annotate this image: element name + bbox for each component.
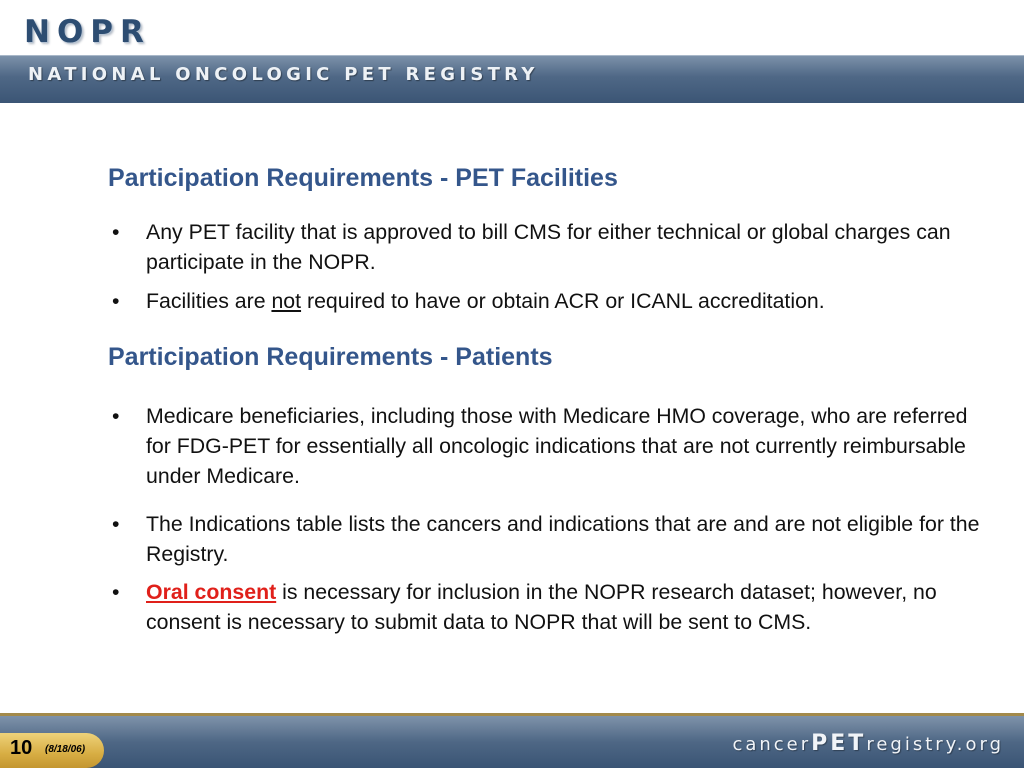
- bullet-dot: •: [112, 404, 120, 428]
- bullet-text: Medicare beneficiaries, including those with Medicare HMO coverage, who are referred for FDG-PET for essentially all oncologic indications that are not currently reimbursable under Medicare.: [146, 404, 968, 488]
- text-after: is necessary for inclusion in the NOPR research dataset; however, no consent is necessary to submit data to NOPR that will be sent to CMS.: [146, 580, 937, 634]
- oral-consent-emphasis: Oral consent: [146, 580, 277, 604]
- bullet-text: Any PET facility that is approved to bill CMS for either technical or global charges can participate in the NOPR.: [146, 220, 951, 274]
- page-date: (8/18/06): [45, 744, 86, 755]
- site-suffix: registry.org: [866, 734, 1004, 755]
- bullet-medicare-beneficiaries: [112, 401, 982, 491]
- site-url: [732, 731, 1004, 756]
- page-badge: [0, 733, 104, 768]
- bullet-text: [146, 577, 982, 637]
- section-heading-patients: Participation Requirements - Patients: [108, 343, 553, 371]
- bullet-facility-billing: [112, 217, 982, 277]
- banner-title: NATIONAL ONCOLOGIC PET REGISTRY: [28, 64, 539, 85]
- bullet-dot: •: [112, 220, 120, 244]
- header-banner: [0, 55, 1024, 103]
- bullet-accreditation: [112, 286, 982, 316]
- underlined-not: not: [271, 289, 302, 313]
- bullet-dot: •: [112, 289, 120, 313]
- bullet-dot: •: [112, 512, 120, 536]
- bullet-indications-table: [112, 509, 982, 569]
- text-before: Facilities are: [146, 289, 272, 313]
- section-heading-facilities: Participation Requirements - PET Facilities: [108, 164, 618, 192]
- bullet-dot: •: [112, 580, 120, 604]
- text-after: required to have or obtain ACR or ICANL accreditation.: [301, 289, 825, 313]
- bullet-oral-consent: [112, 577, 982, 637]
- page-number: 10: [10, 737, 33, 759]
- nopr-logo: NOPR: [24, 14, 151, 50]
- bullet-text: The Indications table lists the cancers and indications that are and are not eligible for the Registry.: [146, 512, 980, 566]
- bullet-text: [146, 286, 982, 316]
- site-prefix: cancer: [732, 734, 812, 755]
- site-highlight: PET: [811, 731, 867, 756]
- footer-bar: [0, 713, 1024, 768]
